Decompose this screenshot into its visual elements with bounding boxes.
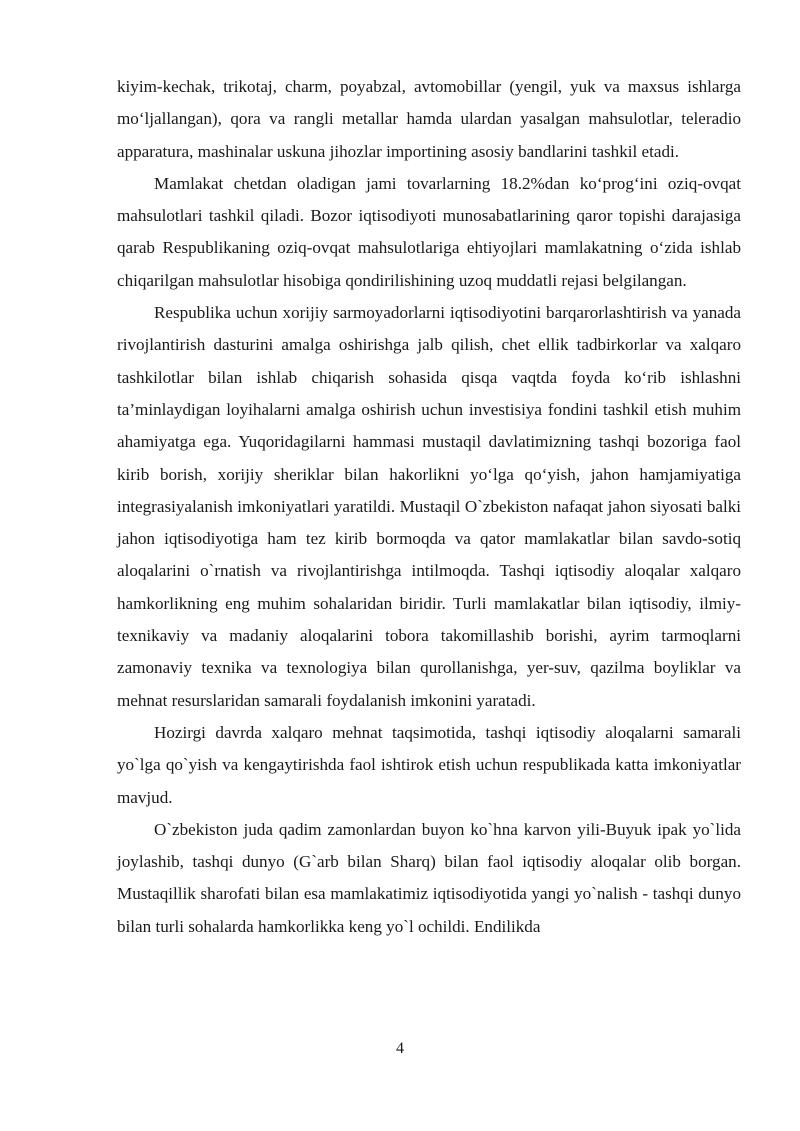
paragraph-4: Hozirgi davrda xalqaro mehnat taqsimotida, tashqi iqtisodiy aloqalarni samarali yo`lga qo`yish va kengaytirishda faol ishtirok etish uchun respublikada katta imkoniyatlar mavjud. (117, 722, 741, 807)
paragraph-3: Respublika uchun xorijiy sarmoyadorlarni iqtisodiyotini barqarorlashtirish va yanada rivojlantirish dasturini amalga oshirishga jalb qilish, chet ellik tadbirkorlar va xalqaro tashkilotlar bilan ishlab chiqarish sohasida qisqa vaqtda foyda ko‘rib ishlashni ta’minlaydigan loyihalarni amalga oshirish uchun investisiya fondini tashkil etish muhim ahamiyatga ega. Yuqoridagilarni hammasi mustaqil davlatimizning tashqi bozoriga faol kirib borish, xorijiy sheriklar bilan hakorlikni yo‘lga qo‘yish, jahon hamjamiyatiga integrasiyalanish imkoniyatlari yaratildi. Mustaqil O`zbekiston nafaqat jahon siyosati balki jahon iqtisodiyotiga ham tez kirib bormoqda va qator mamlakatlar bilan savdo-sotiq aloqalarini o`rnatish va rivojlantirishga intilmoqda. Tashqi iqtisodiy aloqalar xalqaro hamkorlikning eng muhim sohalaridan biridir. Turli mamlakatlar bilan iqtisodiy, ilmiy-texnikaviy va madaniy aloqalarini tobora takomillashib borishi, ayrim tarmoqlarni zamonaviy texnika va texnologiya bilan qurollanishga, yer-suv, qazilma boyliklar va mehnat resurslaridan samarali foydalanish imkonini yaratadi. (117, 303, 741, 710)
paragraph-5: O`zbekiston juda qadim zamonlardan buyon ko`hna karvon yili-Buyuk ipak yo`lida joylashib, tashqi dunyo (G`arb bilan Sharq) bilan faol iqtisodiy aloqalar olib borgan. Mustaqillik sharofati bilan esa mamlakatimiz iqtisodiyotida yangi yo`nalish - tashqi dunyo bilan turli sohalarda hamkorlikka keng yo`l ochildi. Endilikda (117, 819, 741, 936)
paragraph-1: kiyim-kechak, trikotaj, charm, poyabzal, avtomobillar (yengil, yuk va maxsus ishlarga mo‘ljallangan), qora va rangli metallar hamda ulardan yasalgan mahsulotlar, teleradio apparatura, mashinalar uskuna jihozlar importining asosiy bandlarini tashkil etadi. (117, 77, 741, 161)
page-number: 4 (396, 1040, 404, 1057)
paragraph-2: Mamlakat chetdan oladigan jami tovarlarning 18.2%dan ko‘prog‘ini oziq-ovqat mahsulotlari tashkil qiladi. Bozor iqtisodiyoti munosabatlarining qaror topishi darajasiga qarab Respublikaning oziq-ovqat mahsulotlariga ehtiyojlari mamlakatning o‘zida ishlab chiqarilgan mahsulotlar hisobiga qondirilishining uzoq muddatli rejasi belgilangan. (117, 173, 741, 290)
page-body (117, 71, 741, 943)
